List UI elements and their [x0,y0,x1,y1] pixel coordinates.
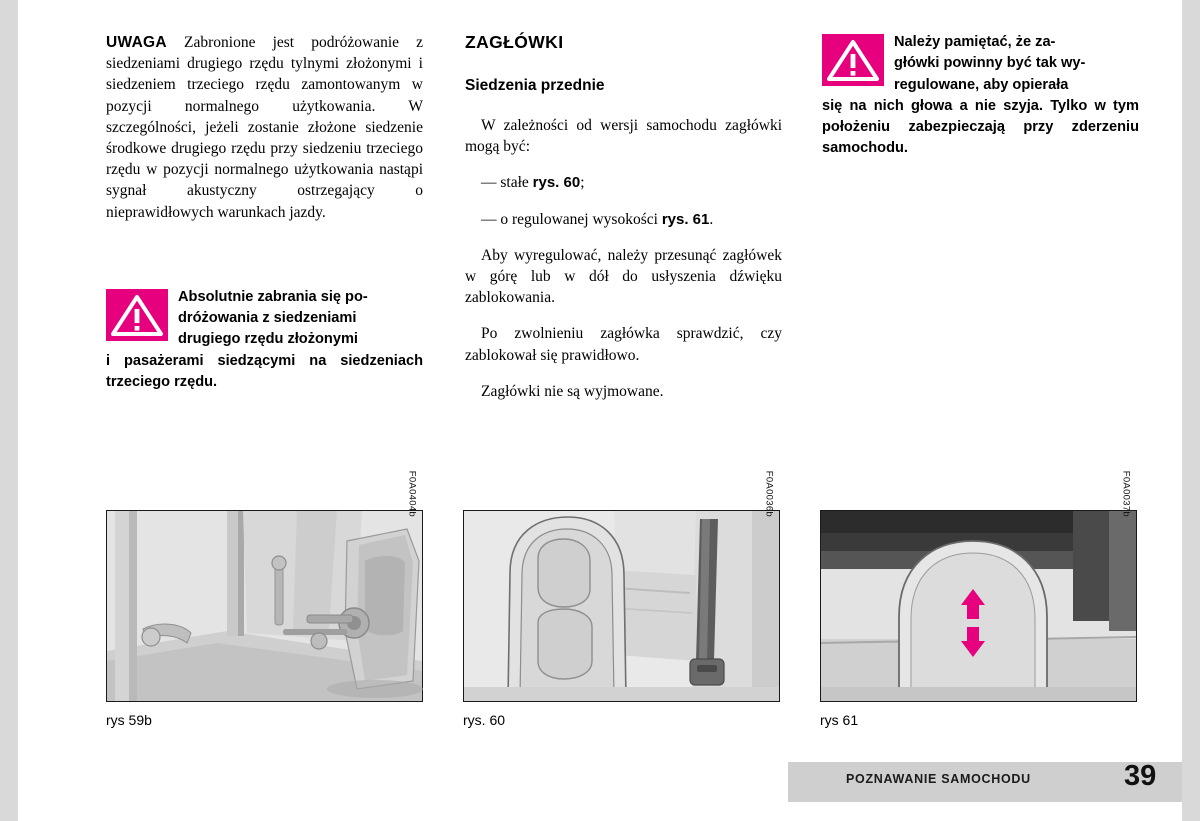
bullet-1-figure-ref: rys. 60 [532,174,581,192]
footer-bottom-strip [18,802,1182,821]
figure-image-61 [820,470,1137,702]
figure-image-59b [106,470,423,702]
page-number: 39 [1124,760,1157,792]
bullet-2-suffix: . [709,210,714,228]
warning-line-rest: i pasażerami siedzącymi na siedzeniach trzeciego rzędu. [106,352,423,391]
warning-triangle-icon [822,34,884,86]
paragraph-4: Zagłówki nie są wyjmowane. [481,382,664,400]
figure-code-60: F0A0036b [763,470,774,517]
sub-heading: Siedzenia przednie [465,77,605,94]
footer-section-title: POZNAWANIE SAMOCHODU [846,772,1031,786]
note-text: Zabronione jest podróżowanie z siedzeniami drugiego rzędu tylnymi złożonymi i siedzeniem trzeciego rzędu zamontowanym w pozycji normalnego użytkowania. W szczególności, jeżeli zostanie złożone siedzenie środkowe drugiego rzędu przy siedzeniu trzeciego rzędu w pozycji normalnego użytkowania nastąpi sygnał akustyczny ostrzegający o nieprawidłowych warunkach jazdy. [106,34,423,221]
figure-code-61: F0A0037b [1120,470,1131,517]
warning-line-2: dróżowania z siedzeniami [178,310,357,327]
bullet-item-2 [465,209,782,230]
manual-page [18,0,1182,821]
warning-line-1: Absolutnie zabrania się po- [178,288,368,305]
page-left-margin [0,0,18,821]
column-right [822,32,1139,160]
figure-59b [106,470,423,728]
column-middle [465,32,782,402]
column-left [106,32,423,393]
note-label: UWAGA [106,34,167,51]
note-paragraph [106,32,423,223]
figure-61 [820,470,1137,728]
warning-line-3: drugiego rzędu złożonymi [178,331,358,348]
bullet-2-prefix: — o regulowanej wysokości [481,210,662,228]
warning-block-left [106,287,423,393]
bullet-1-prefix: — stałe [481,174,533,192]
warning-block-right [822,32,1139,160]
section-heading: ZAGŁÓWKI [465,32,564,52]
bullet-2-figure-ref: rys. 61 [661,210,710,228]
warning-line-rest: się na nich głowa a nie szyja. Tylko w tym położeniu zabezpieczają przy zderzeniu samochodu. [822,97,1139,157]
figure-image-60 [463,470,780,702]
warning-line-3: regulowane, aby opierała [894,76,1069,93]
figure-caption-60: rys. 60 [463,712,506,728]
paragraph-2: Aby wyregulować, należy przesunąć zagłówek w górę lub w dół do usłyszenia dźwięku zablokowania. [465,246,782,307]
page-right-margin [1182,0,1200,821]
footer-left-space [18,762,788,802]
figure-60 [463,470,780,728]
page-content [92,32,1139,732]
warning-line-1: Należy pamiętać, że za- [894,34,1056,50]
figure-caption-61: rys 61 [820,712,859,728]
bullet-1-suffix: ; [580,174,585,192]
paragraph-3: Po zwolnieniu zagłówka sprawdzić, czy zablokował się prawidłowo. [465,325,782,364]
paragraph-1: W zależności od wersji samochodu zagłówki mogą być: [465,117,782,156]
warning-line-2: główki powinny być tak wy- [894,55,1086,72]
warning-triangle-icon [106,289,168,341]
bullet-item-1 [465,172,782,193]
figure-code-59b: F0A0404b [406,470,417,517]
figure-caption-59b: rys 59b [106,712,152,728]
